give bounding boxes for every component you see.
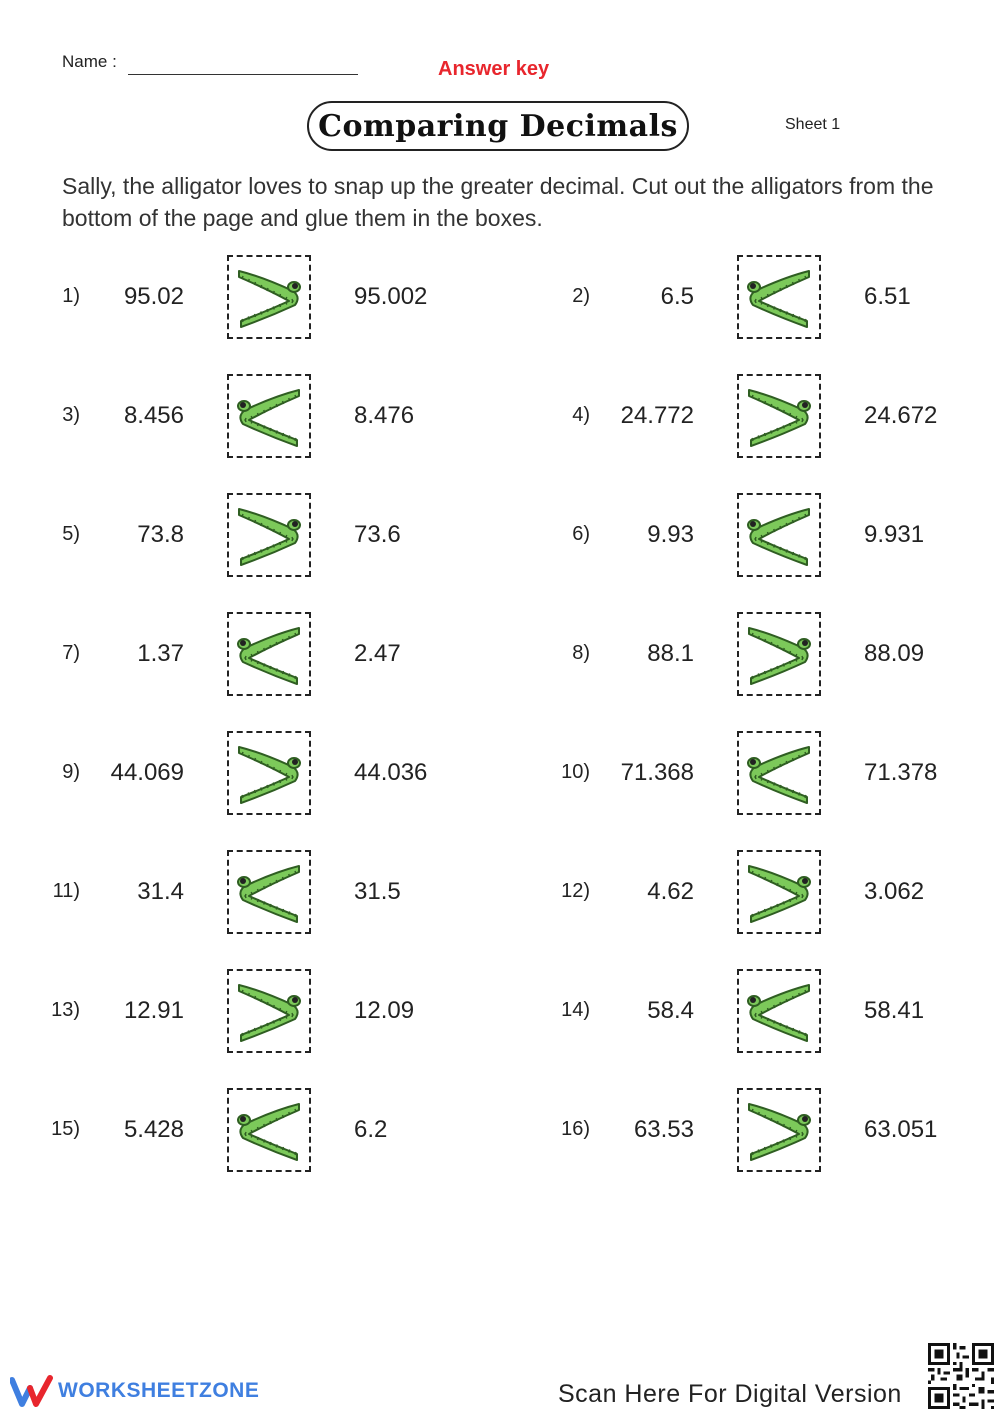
left-decimal: 58.4 bbox=[647, 997, 694, 1024]
left-decimal: 4.62 bbox=[647, 878, 694, 905]
left-decimal: 31.4 bbox=[137, 878, 184, 905]
right-decimal: 44.036 bbox=[354, 759, 428, 786]
left-decimal: 73.8 bbox=[137, 521, 184, 548]
problem-number: 1) bbox=[62, 285, 80, 307]
title-box bbox=[307, 101, 689, 151]
problem-row bbox=[0, 255, 1000, 341]
right-decimal: 6.2 bbox=[354, 1116, 388, 1143]
problem-number: 12) bbox=[561, 880, 590, 902]
right-decimal: 71.378 bbox=[864, 759, 938, 786]
problem-row bbox=[0, 374, 1000, 460]
problem-number: 10) bbox=[561, 761, 590, 783]
right-decimal: 8.476 bbox=[354, 402, 415, 429]
answer-box[interactable] bbox=[737, 612, 821, 696]
qr-code-icon[interactable] bbox=[928, 1343, 994, 1409]
right-decimal: 9.931 bbox=[864, 521, 925, 548]
answer-box[interactable] bbox=[737, 374, 821, 458]
right-decimal: 95.002 bbox=[354, 283, 428, 310]
left-decimal: 1.37 bbox=[137, 640, 184, 667]
left-decimal: 5.428 bbox=[123, 1116, 184, 1143]
right-decimal: 2.47 bbox=[354, 640, 401, 667]
alligator-less-than-icon bbox=[743, 503, 815, 569]
sheet-label: Sheet 1 bbox=[785, 116, 841, 133]
worksheetzone-logo bbox=[10, 1374, 259, 1408]
problem-number: 4) bbox=[572, 404, 590, 426]
worksheetzone-logo-icon bbox=[10, 1374, 54, 1408]
problem-number: 9) bbox=[62, 761, 80, 783]
problem-number: 5) bbox=[62, 523, 80, 545]
left-decimal: 44.069 bbox=[110, 759, 184, 786]
instructions: Sally, the alligator loves to snap up the greater decimal. Cut out the alligators from the bottom of the page and glue them in the boxes. bbox=[62, 173, 934, 231]
right-decimal: 58.41 bbox=[864, 997, 925, 1024]
alligator-greater-than-icon bbox=[743, 860, 815, 926]
answer-box[interactable] bbox=[737, 850, 821, 934]
alligator-greater-than-icon bbox=[743, 384, 815, 450]
answer-box[interactable] bbox=[737, 731, 821, 815]
right-decimal: 3.062 bbox=[864, 878, 925, 905]
answer-box[interactable] bbox=[737, 493, 821, 577]
right-decimal: 88.09 bbox=[864, 640, 925, 667]
answer-box[interactable] bbox=[737, 255, 821, 339]
answer-box[interactable] bbox=[737, 969, 821, 1053]
right-decimal: 63.051 bbox=[864, 1116, 938, 1143]
logo-text: WORKSHEETZONE bbox=[58, 1379, 260, 1402]
problem-row bbox=[0, 1088, 1000, 1174]
problem-number: 15) bbox=[51, 1118, 80, 1140]
answer-key-label: Answer key bbox=[438, 58, 550, 80]
left-decimal: 63.53 bbox=[633, 1116, 694, 1143]
problem-number: 13) bbox=[51, 999, 80, 1021]
left-decimal: 8.456 bbox=[123, 402, 184, 429]
alligator-less-than-icon bbox=[743, 265, 815, 331]
problem-number: 16) bbox=[561, 1118, 590, 1140]
right-decimal: 6.51 bbox=[864, 283, 911, 310]
name-label: Name : bbox=[62, 52, 117, 71]
left-decimal: 24.772 bbox=[620, 402, 694, 429]
problem-row bbox=[0, 850, 1000, 936]
problem-row bbox=[0, 969, 1000, 1055]
right-decimal: 73.6 bbox=[354, 521, 401, 548]
right-decimal: 31.5 bbox=[354, 878, 401, 905]
left-decimal: 88.1 bbox=[647, 640, 694, 667]
right-decimal: 24.672 bbox=[864, 402, 938, 429]
page-title: Comparing Decimals bbox=[318, 108, 678, 144]
alligator-less-than-icon bbox=[743, 979, 815, 1045]
scan-text: Scan Here For Digital Version bbox=[558, 1380, 902, 1408]
right-decimal: 12.09 bbox=[354, 997, 415, 1024]
problem-row bbox=[0, 493, 1000, 579]
problem-number: 2) bbox=[572, 285, 590, 307]
left-decimal: 95.02 bbox=[123, 283, 184, 310]
left-decimal: 12.91 bbox=[123, 997, 184, 1024]
problem-row bbox=[0, 731, 1000, 817]
answer-box[interactable] bbox=[737, 1088, 821, 1172]
left-decimal: 71.368 bbox=[620, 759, 694, 786]
name-line[interactable] bbox=[128, 74, 358, 75]
problem-number: 14) bbox=[561, 999, 590, 1021]
alligator-greater-than-icon bbox=[743, 622, 815, 688]
left-decimal: 9.93 bbox=[647, 521, 694, 548]
problem-number: 6) bbox=[572, 523, 590, 545]
problem-number: 3) bbox=[62, 404, 80, 426]
alligator-greater-than-icon bbox=[743, 1098, 815, 1164]
alligator-less-than-icon bbox=[743, 741, 815, 807]
problem-number: 8) bbox=[572, 642, 590, 664]
problem-row bbox=[0, 612, 1000, 698]
problem-number: 7) bbox=[62, 642, 80, 664]
left-decimal: 6.5 bbox=[660, 283, 694, 310]
problem-number: 11) bbox=[52, 880, 80, 902]
